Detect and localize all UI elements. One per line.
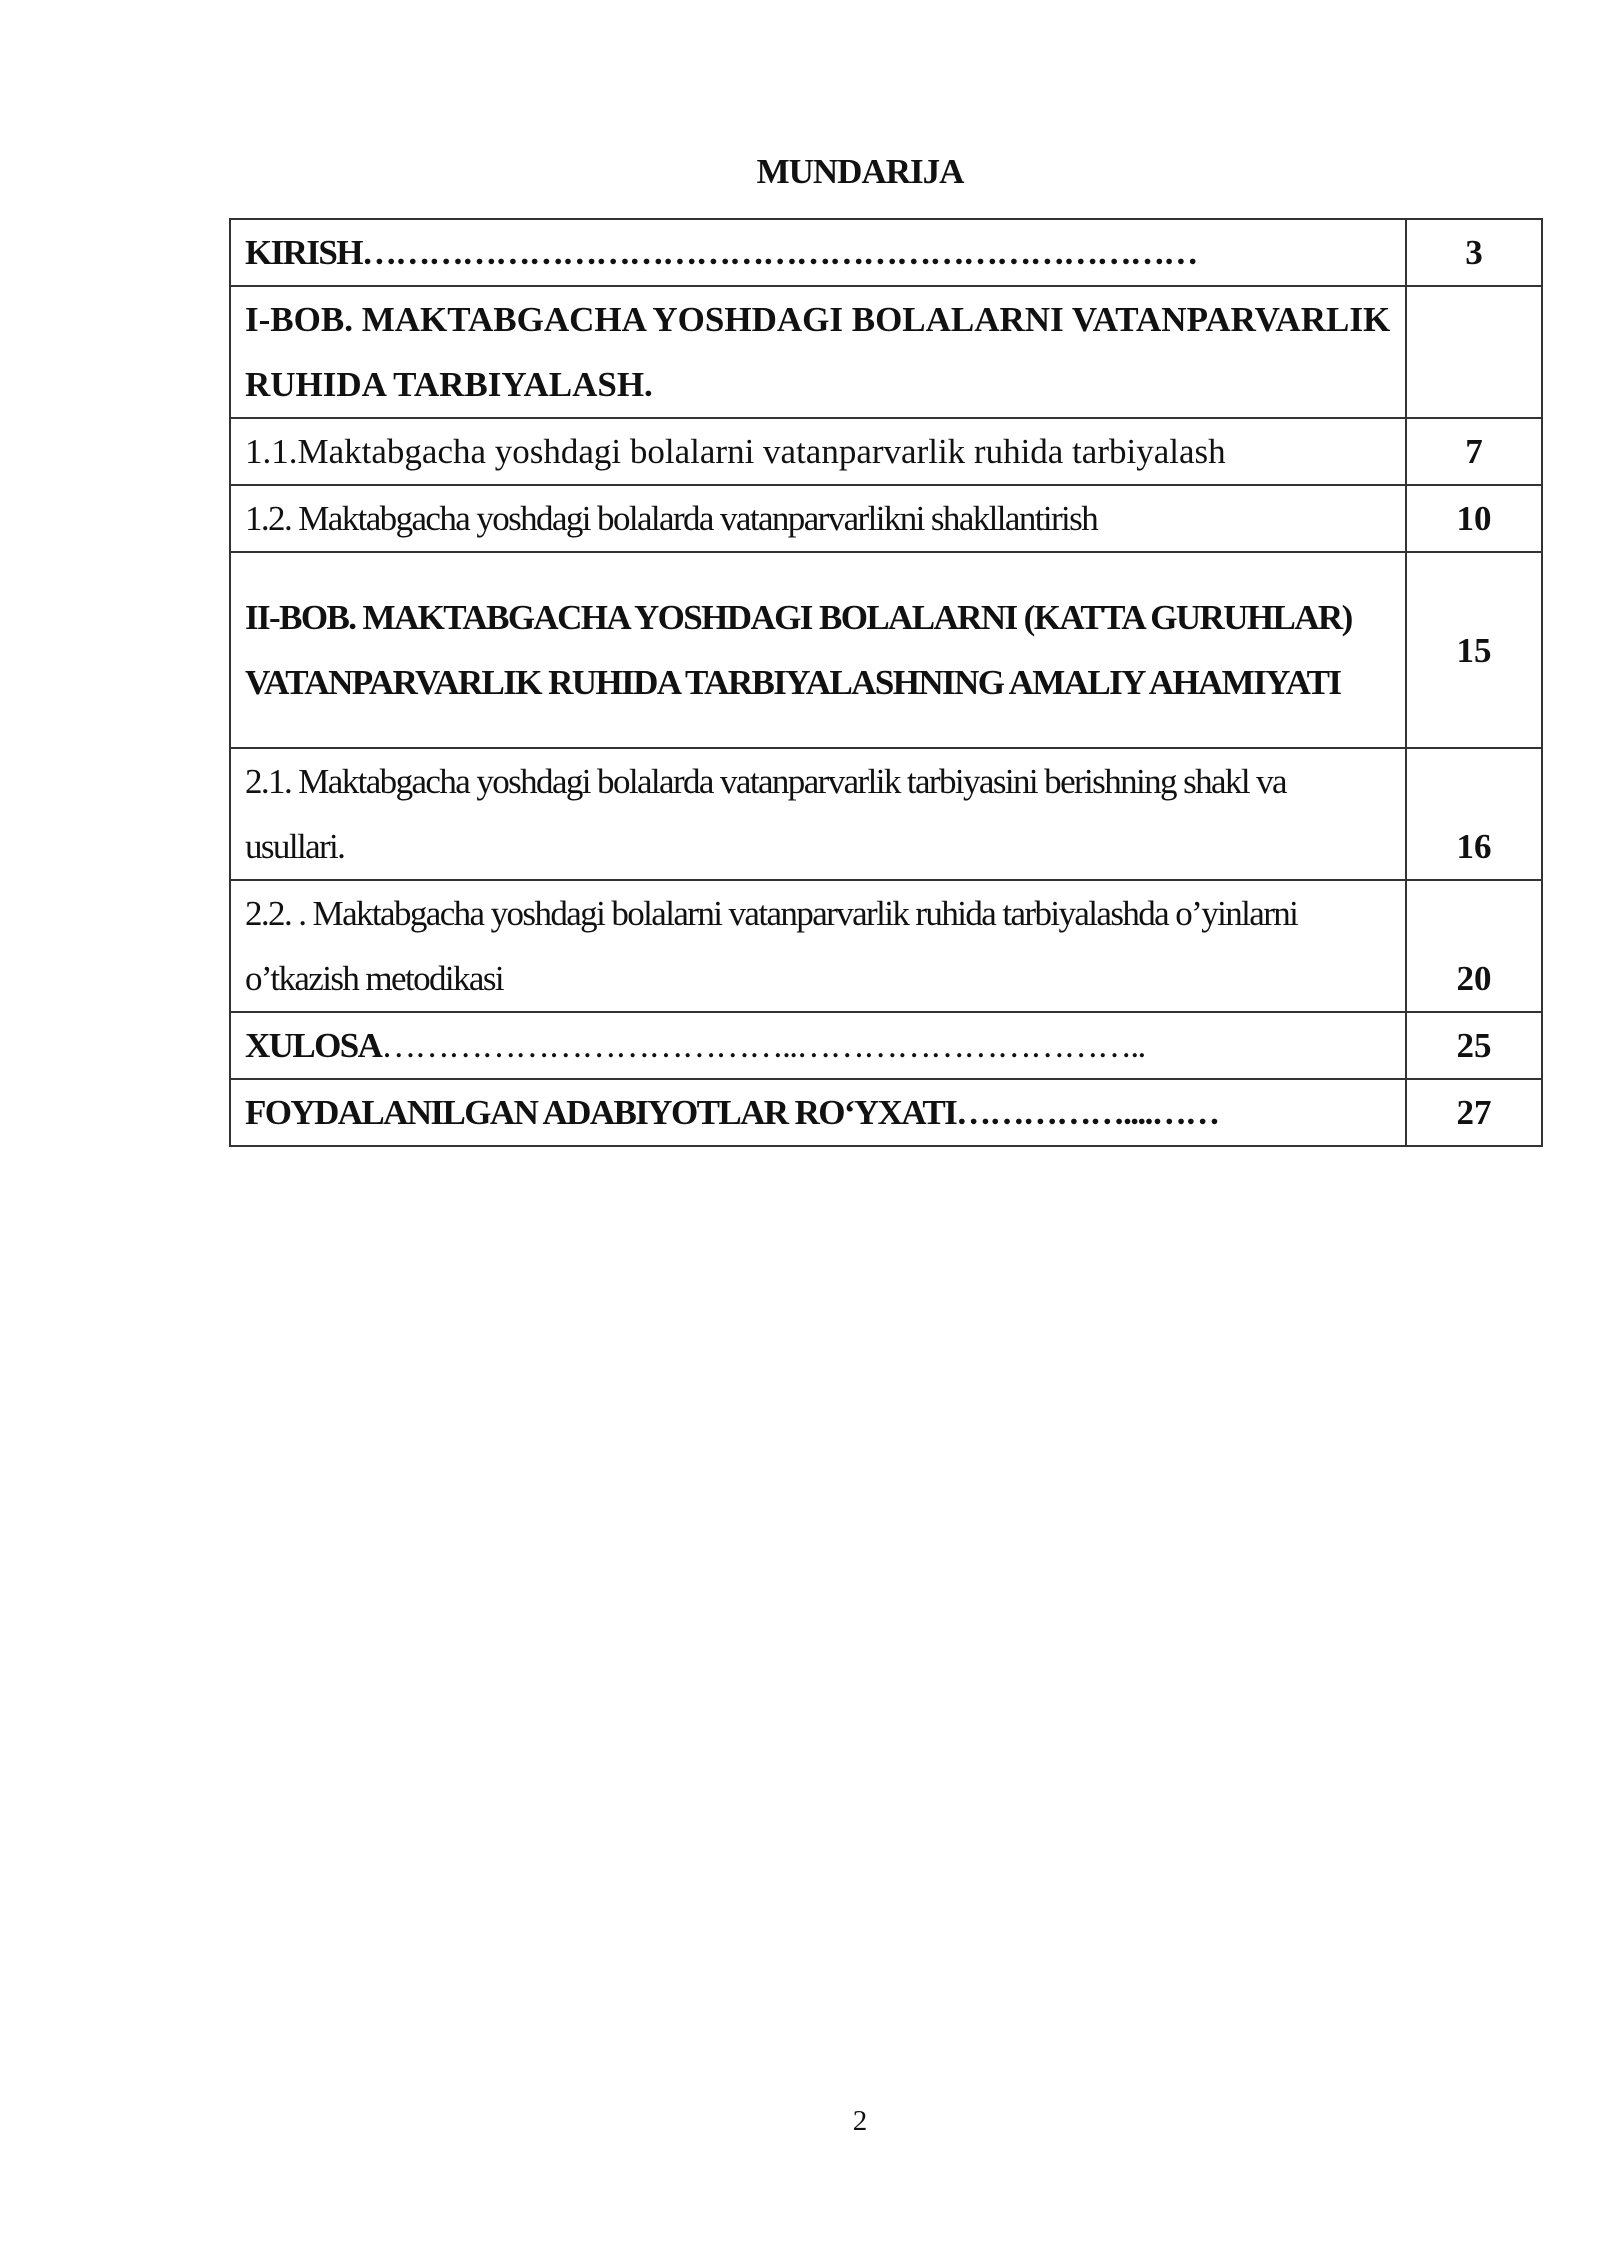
toc-entry-title: KIRISH………………………………………………………………… xyxy=(230,219,1406,286)
toc-entry-title: II-BOB. MAKTABGACHA YOSHDAGI BOLALARNI (KATTA GURUHLAR) VATANPARVARLIK RUHIDA TARBIYALASHNING AMALIY AHAMIYATI xyxy=(230,552,1406,748)
page-title: MUNDARIJA xyxy=(756,152,964,191)
toc-row-kirish xyxy=(230,219,1542,286)
toc-entry-page: 16 xyxy=(1406,748,1542,880)
toc-entry-page xyxy=(1406,286,1542,418)
toc-row-chapter-2 xyxy=(230,552,1542,748)
toc-entry-title: 1.2. Maktabgacha yoshdagi bolalarda vatanparvarlikni shakllantirish xyxy=(230,485,1406,552)
toc-entry-page: 20 xyxy=(1406,880,1542,1012)
toc-row-section-1-1 xyxy=(230,418,1542,485)
toc-entry-page: 3 xyxy=(1406,219,1542,286)
toc-entry-title xyxy=(230,1012,1406,1079)
toc-entry-title: FOYDALANILGAN ADABIYOTLAR RO‘YXATI……………....…… xyxy=(230,1079,1406,1146)
toc-entry-title: 2.1. Maktabgacha yoshdagi bolalarda vatanparvarlik tarbiyasini berishning shakl va usullari. xyxy=(230,748,1406,880)
toc-entry-label: XULOSA xyxy=(245,1026,382,1065)
toc-row-section-2-1 xyxy=(230,748,1542,880)
toc-entry-title: 1.1.Maktabgacha yoshdagi bolalarni vatanparvarlik ruhida tarbiyalash xyxy=(230,418,1406,485)
toc-entry-page: 25 xyxy=(1406,1012,1542,1079)
toc-row-xulosa xyxy=(230,1012,1542,1079)
page-number: 2 xyxy=(852,2105,868,2137)
toc-entry-page: 7 xyxy=(1406,418,1542,485)
toc-entry-title: 2.2. . Maktabgacha yoshdagi bolalarni vatanparvarlik ruhida tarbiyalashda o’yinlarni o’tkazish metodikasi xyxy=(230,880,1406,1012)
toc-entry-page: 27 xyxy=(1406,1079,1542,1146)
toc-row-chapter-1 xyxy=(230,286,1542,418)
toc-entry-page: 15 xyxy=(1406,552,1542,748)
toc-row-references xyxy=(230,1079,1542,1146)
toc-row-section-1-2 xyxy=(230,485,1542,552)
toc-entry-title: I-BOB. MAKTABGACHA YOSHDAGI BOLALARNI VATANPARVARLIK RUHIDA TARBIYALASH. xyxy=(230,286,1406,418)
toc-entry-page: 10 xyxy=(1406,485,1542,552)
toc-row-section-2-2 xyxy=(230,880,1542,1012)
table-of-contents xyxy=(229,218,1543,1147)
toc-entry-leader: ………………………………..………………………….. xyxy=(381,1026,1145,1065)
